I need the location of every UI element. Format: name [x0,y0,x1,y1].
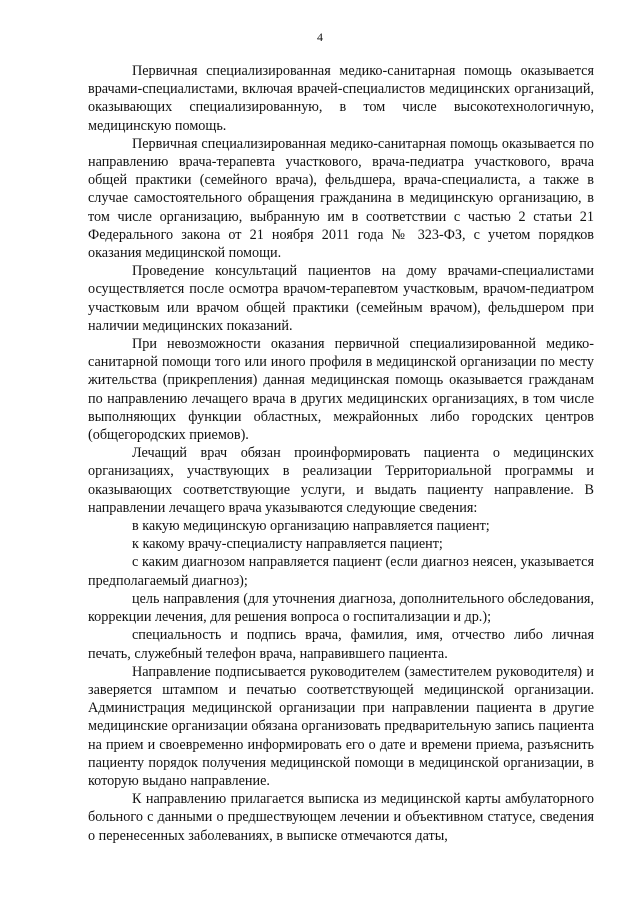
list-item: к какому врачу-специалисту направляется пациент; [132,536,443,553]
paragraph: Направление подписывается руководителем (заместителем руководителя) и заверяется штампом и печатью соответствующей медицинской организации. Администрация медицинской организации при направлении пациента в другие медицинские организации обязана организовать предварительную запись пациента на прием и своевременно информировать его о дате и времени приема, разъяснить пациенту порядок получения медицинской помощи в медицинской организации, в которую выдано направление. [88,663,594,789]
list-item: цель направления (для уточнения диагноза, дополнительного обследования, коррекции лечения, для решения вопроса о госпитализации и др.); [88,590,594,626]
page-number: 4 [317,30,323,44]
list-item: с каким диагнозом направляется пациент (если диагноз неясен, указывается предполагаемый диагноз); [88,554,594,589]
list-item: в какую медицинскую организацию направляется пациент; [132,518,490,535]
paragraph: Первичная специализированная медико-санитарная помощь оказывается по направлению врача-терапевта участкового, врача-педиатра участкового, врача общей практики (семейного врача), фельдшера, врача-специалиста, а также в случае самостоятельного обращения гражданина в медицинскую организацию, в том числе организацию, выбранную им в соответствии с частью 2 статьи 21 Федерального закона от 21 ноября 2011 года № 323-ФЗ, с учетом порядков оказания медицинской помощи. [88,135,594,262]
paragraph: К направлению прилагается выписка из медицинской карты амбулаторного больного с данными о предшествующем лечении и объективном статусе, сведения о перенесенных заболеваниях, в выписке отмечаются даты, [88,791,594,844]
document-body [88,62,594,845]
paragraph: Проведение консультаций пациентов на дому врачами-специалистами осуществляется после осмотра врачом-терапевтом участковым, врачом-педиатром участковым или врачом общей практики (семейным врачом), фельдшером при наличии медицинских показаний. [88,263,594,334]
paragraph: Первичная специализированная медико-санитарная помощь оказывается врачами-специалистами, включая врачей-специалистов медицинских организаций, оказывающих специализированную, в том числе высокотехнологичную, медицинскую помощь. [88,63,594,134]
paragraph: При невозможности оказания первичной специализированной медико-санитарной помощи того или иного профиля в медицинской организации по месту жительства (прикрепления) данная медицинская помощь оказывается гражданам по направлению лечащего врача в других медицинских организациях, в том числе выполняющих функции областных, межрайонных либо городских центров (общегородских приемов). [88,336,594,444]
paragraph: Лечащий врач обязан проинформировать пациента о медицинских организациях, участвующих в реализации Территориальной программы и оказывающих соответствующие услуги, и выдать пациенту направление. В направлении лечащего врача указываются следующие сведения: [88,445,594,516]
list-item: специальность и подпись врача, фамилия, имя, отчество либо личная печать, служебный телефон врача, направившего пациента. [88,627,594,662]
